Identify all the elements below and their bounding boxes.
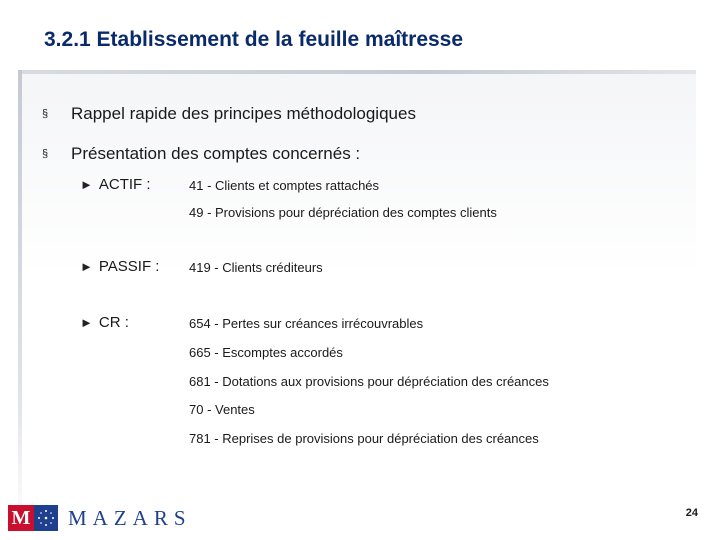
account-line: 41 - Clients et comptes rattachés (189, 178, 380, 193)
frame-left-border (18, 70, 22, 532)
slide-title: 3.2.1 Etablissement de la feuille maîtresse (44, 28, 464, 51)
account-line: 70 - Ventes (189, 402, 255, 417)
arrow-right-icon: ► (80, 177, 93, 192)
group-label-actif (80, 176, 151, 193)
logo-wordmark: MAZARS (68, 505, 192, 530)
bullet-marker: § (42, 108, 49, 120)
bullet-accounts (42, 144, 360, 164)
bullet-text: Rappel rapide des principes méthodologiques (71, 104, 416, 123)
arrow-right-icon: ► (80, 315, 93, 330)
content-frame (18, 70, 696, 532)
group-label: PASSIF : (98, 258, 160, 275)
mazars-logo (8, 505, 192, 531)
group-label: ACTIF : (98, 176, 151, 193)
bullet-text: Présentation des comptes concernés : (71, 144, 361, 163)
account-line: 49 - Provisions pour dépréciation des comptes clients (189, 205, 497, 220)
group-label: CR : (98, 314, 129, 331)
star-icon (34, 505, 58, 531)
arrow-right-icon: ► (80, 259, 93, 274)
bullet-marker: § (42, 148, 49, 160)
bullet-methodology (42, 104, 416, 124)
account-line: 654 - Pertes sur créances irrécouvrables (189, 316, 424, 331)
account-line: 681 - Dotations aux provisions pour dépréciation des créances (189, 374, 549, 389)
page-number: 24 (685, 507, 698, 519)
account-line: 781 - Reprises de provisions pour dépréciation des créances (189, 431, 539, 446)
account-line: 665 - Escomptes accordés (189, 345, 343, 360)
group-label-passif (80, 258, 159, 275)
account-line: 419 - Clients créditeurs (189, 260, 323, 275)
group-label-cr (80, 314, 129, 331)
logo-initial: M (8, 505, 34, 531)
frame-top-border (18, 70, 696, 74)
